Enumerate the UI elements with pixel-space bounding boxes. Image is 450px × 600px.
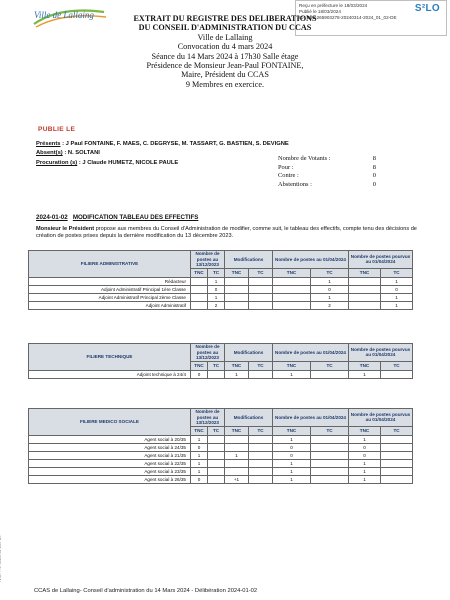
table-cell: 0	[349, 443, 381, 451]
table-cell: 1	[273, 435, 311, 443]
absents-label: Absent(s)	[36, 150, 63, 157]
col-subheader-tc: TC	[208, 268, 225, 277]
col-header-modifications: Modifications	[225, 409, 273, 427]
table-cell	[249, 293, 273, 301]
table-cell	[208, 370, 225, 378]
filiere-title: FILIERE MEDICO SOCIALE	[29, 409, 191, 436]
table-cell	[273, 277, 311, 285]
col-header-postes-pourvus: Nombre de postes pourvus au 01/04/2024	[349, 251, 413, 269]
vote-value: 8	[372, 155, 376, 162]
section-heading: MODIFICATION TABLEAU DES EFFECTIFS	[72, 214, 199, 221]
table-cell: 0	[191, 370, 208, 378]
table-header-row	[29, 344, 413, 362]
table-cell: 1	[273, 467, 311, 475]
col-header-modifications: Modifications	[225, 344, 273, 362]
receipt-line: ID : 059-265903278-20240314-2024_01_02-DE	[299, 15, 397, 20]
table-cell: 1	[208, 293, 225, 301]
col-subheader-tnc: TNC	[273, 268, 311, 277]
col-subheader-tnc: TNC	[349, 361, 381, 370]
table-cell: 1	[225, 451, 249, 459]
table-row	[29, 285, 413, 293]
table-cell: 0	[191, 475, 208, 483]
table-cell: 1	[349, 459, 381, 467]
section-title	[36, 214, 198, 221]
col-subheader-tc: TC	[381, 268, 413, 277]
table-row	[29, 443, 413, 451]
table-cell	[249, 301, 273, 309]
col-header-postes-2024: Nombre de postes au 01/04/2024	[273, 344, 349, 362]
table-cell	[381, 451, 413, 459]
col-subheader-tc: TC	[311, 268, 349, 277]
row-label: Agent social à 22/35	[29, 459, 191, 467]
table-cell	[273, 293, 311, 301]
procuration-line	[36, 159, 289, 168]
table-cell: 1	[349, 475, 381, 483]
col-subheader-tnc: TNC	[349, 426, 381, 435]
table-header-row	[29, 251, 413, 269]
table-cell	[381, 443, 413, 451]
table-cell: +1	[225, 475, 249, 483]
table-row	[29, 435, 413, 443]
table-cell: 1	[273, 459, 311, 467]
table-cell	[311, 370, 349, 378]
table-cell	[191, 285, 208, 293]
presents-label: Présents	[36, 141, 61, 147]
votes-block	[278, 155, 376, 189]
vote-row	[278, 164, 376, 173]
table-cell: 1	[191, 459, 208, 467]
table-cell: 0	[311, 285, 349, 293]
col-subheader-tnc: TNC	[225, 361, 249, 370]
col-header-postes-pourvus: Nombre de postes pourvus au 01/04/2024	[349, 409, 413, 427]
filiere-title: FILIERE ADMINISTRATIVE	[29, 251, 191, 278]
table-cell	[225, 467, 249, 475]
presents-line	[36, 140, 289, 149]
table-cell	[208, 475, 225, 483]
slo-brand: S²LO	[414, 3, 440, 14]
col-header-postes-2023: Nombre de postes au 13/12/2023	[191, 251, 225, 269]
col-subheader-tnc: TNC	[191, 361, 208, 370]
vote-value: 0	[372, 172, 376, 180]
header-session: Séance du 14 Mars 2024 à 17h30 Salle étage	[151, 51, 299, 61]
table-cell	[349, 285, 381, 293]
col-header-postes-2023: Nombre de postes au 13/12/2023	[191, 409, 225, 427]
section-intro	[36, 226, 436, 241]
vote-label: Nombre de Votants :	[278, 155, 331, 162]
table-cell	[381, 475, 413, 483]
table-row	[29, 459, 413, 467]
vote-label: Contre :	[278, 172, 299, 180]
table-cell: 0	[273, 451, 311, 459]
staff-table	[28, 250, 413, 310]
table-cell: 1	[311, 277, 349, 285]
table-cell: 1	[208, 277, 225, 285]
vote-value: 0	[372, 180, 376, 188]
table-cell	[273, 301, 311, 309]
table-cell: 1	[191, 467, 208, 475]
col-subheader-tnc: TNC	[225, 268, 249, 277]
city-logo-text: Ville de Lallaing	[34, 10, 94, 20]
col-subheader-tnc: TNC	[191, 426, 208, 435]
col-header-postes-2024: Nombre de postes au 01/04/2024	[273, 251, 349, 269]
table-cell: 0	[208, 285, 225, 293]
col-subheader-tc: TC	[381, 361, 413, 370]
table-row	[29, 475, 413, 483]
table-cell	[349, 301, 381, 309]
table-cell: 1	[225, 370, 249, 378]
table-cell	[191, 293, 208, 301]
table-cell: 1	[273, 370, 311, 378]
col-subheader-tc: TC	[249, 426, 273, 435]
col-subheader-tc: TC	[381, 426, 413, 435]
table-cell	[191, 277, 208, 285]
header-members: 9 Membres en exercice.	[185, 79, 265, 89]
table-cell: 1	[349, 370, 381, 378]
vote-label: Pour :	[278, 163, 294, 171]
table-row	[29, 370, 413, 378]
table-row	[29, 301, 413, 309]
procuration-label: Procuration (s)	[36, 159, 78, 166]
col-subheader-tnc: TNC	[191, 268, 208, 277]
table-cell	[311, 435, 349, 443]
table-cell: 1	[349, 467, 381, 475]
header-city: Ville de Lallaing	[197, 32, 253, 42]
table-row	[29, 467, 413, 475]
table-cell	[225, 293, 249, 301]
table-cell	[191, 301, 208, 309]
table-cell	[225, 459, 249, 467]
col-subheader-tc: TC	[208, 361, 225, 370]
absents-line	[36, 149, 289, 158]
table-cell	[273, 285, 311, 293]
procuration-value: : J Claude HUMETZ, NICOLE PAULE	[77, 159, 179, 166]
table-header-row	[29, 409, 413, 427]
table-cell: 1	[191, 451, 208, 459]
table-cell: 1	[349, 435, 381, 443]
table-cell: 0	[191, 443, 208, 451]
presents-value: : J Paul FONTAINE, F. MAES, C. DEGRYSE, M. TASSART, G. BASTIEN, S. DEVIGNE	[60, 141, 289, 147]
absents-value: : N. SOLTANI	[62, 150, 100, 157]
table-cell	[208, 467, 225, 475]
row-label: Adjoint Administratif Principal 2ème Classe	[29, 293, 191, 301]
table-cell: 0	[381, 285, 413, 293]
header-mayor: Maire, Président du CCAS	[181, 70, 269, 80]
row-label: Agent social à 20/35	[29, 435, 191, 443]
table-cell: 1	[191, 435, 208, 443]
col-header-postes-2024: Nombre de postes au 01/04/2024	[273, 409, 349, 427]
table-cell: 1	[381, 277, 413, 285]
col-subheader-tc: TC	[311, 361, 349, 370]
vote-label: Abstentions :	[278, 180, 312, 188]
section-code: 2024-01-02	[36, 214, 68, 221]
row-label: Adjoint Administratif Principal 1ère Classe	[29, 285, 191, 293]
table-cell: 1	[311, 293, 349, 301]
table-cell: 1	[381, 293, 413, 301]
table-row	[29, 277, 413, 285]
table-cell: 1	[273, 475, 311, 483]
table-cell	[381, 435, 413, 443]
col-subheader-tc: TC	[249, 361, 273, 370]
header-convocation: Convocation du 4 mars 2024	[177, 42, 273, 52]
receipt-line: Publié le 18/03/2024	[299, 9, 341, 14]
table-row	[29, 451, 413, 459]
vote-value: 8	[372, 163, 376, 171]
table-cell	[381, 370, 413, 378]
table-cell	[225, 435, 249, 443]
table-cell: 2	[311, 301, 349, 309]
table-cell	[225, 443, 249, 451]
table-cell	[208, 435, 225, 443]
staff-table	[28, 343, 413, 379]
table-cell	[249, 435, 273, 443]
vote-row	[278, 181, 376, 190]
table-cell	[249, 443, 273, 451]
row-label: Agent social à 26/35	[29, 475, 191, 483]
col-header-postes-2023: Nombre de postes au 13/12/2023	[191, 344, 225, 362]
table-cell	[381, 467, 413, 475]
table-cell	[225, 285, 249, 293]
table-cell	[249, 277, 273, 285]
col-subheader-tnc: TNC	[225, 426, 249, 435]
page-footer: CCAS de Lallaing- Conseil d'administration du 14 Mars 2024 - Délibération 2024-01-02	[34, 588, 258, 594]
vote-row	[278, 155, 376, 164]
receipt-line: Reçu en préfecture le 18/03/2024	[299, 3, 368, 8]
col-subheader-tnc: TNC	[273, 426, 311, 435]
header-title-line1: EXTRAIT DU REGISTRE DES DELIBERATIONS	[133, 14, 317, 23]
table-cell	[349, 293, 381, 301]
filiere-title: FILIERE TECHNIQUE	[29, 344, 191, 371]
col-subheader-tc: TC	[208, 426, 225, 435]
staff-table	[28, 408, 413, 484]
table-cell: 1	[381, 301, 413, 309]
table-cell: 0	[273, 443, 311, 451]
col-header-postes-pourvus: Nombre de postes pourvus au 01/04/2024	[349, 344, 413, 362]
table-cell	[249, 459, 273, 467]
table-cell	[311, 475, 349, 483]
row-label: Rédacteur	[29, 277, 191, 285]
col-header-modifications: Modifications	[225, 251, 273, 269]
table-row	[29, 293, 413, 301]
row-label: Agent social à 24/35	[29, 443, 191, 451]
table-cell	[208, 459, 225, 467]
table-cell: 2	[208, 301, 225, 309]
row-label: Agent social à 21/35	[29, 451, 191, 459]
col-subheader-tc: TC	[311, 426, 349, 435]
table-cell	[311, 459, 349, 467]
table-cell	[225, 301, 249, 309]
table-cell	[349, 277, 381, 285]
row-label: Agent social à 23/35	[29, 467, 191, 475]
attendance-block	[36, 140, 289, 168]
table-cell	[311, 467, 349, 475]
vote-row	[278, 172, 376, 181]
row-label: Adjoint Administratif	[29, 301, 191, 309]
header-presidency: Présidence de Monsieur Jean-Paul FONTAINE,	[146, 61, 304, 71]
col-subheader-tnc: TNC	[273, 361, 311, 370]
intro-president: Monsieur le Président	[36, 226, 95, 232]
table-cell	[381, 459, 413, 467]
table-cell	[249, 285, 273, 293]
col-subheader-tnc: TNC	[349, 268, 381, 277]
table-cell	[311, 451, 349, 459]
table-cell	[249, 475, 273, 483]
intro-text: propose aux membres du Conseil d'Administration de modifier, comme suit, le tableau des effectifs, compte tenu des décisions de création de postes prises depuis la dernière modification du 13 décembre 2023.	[36, 226, 417, 240]
table-cell	[311, 443, 349, 451]
table-cell	[249, 467, 273, 475]
side-stamp-text	[0, 535, 2, 582]
row-label: Adjoint technique à 24/4	[29, 370, 191, 378]
col-subheader-tc: TC	[249, 268, 273, 277]
table-cell: 0	[349, 451, 381, 459]
table-cell	[208, 443, 225, 451]
published-label: PUBLIE LE	[38, 126, 76, 133]
table-cell	[225, 277, 249, 285]
table-cell	[249, 451, 273, 459]
header-title-line2: DU CONSEIL D'ADMINISTRATION DU CCAS	[138, 23, 312, 33]
side-stamp	[6, 520, 12, 600]
document-header	[0, 14, 450, 89]
table-cell	[208, 451, 225, 459]
table-cell	[249, 370, 273, 378]
